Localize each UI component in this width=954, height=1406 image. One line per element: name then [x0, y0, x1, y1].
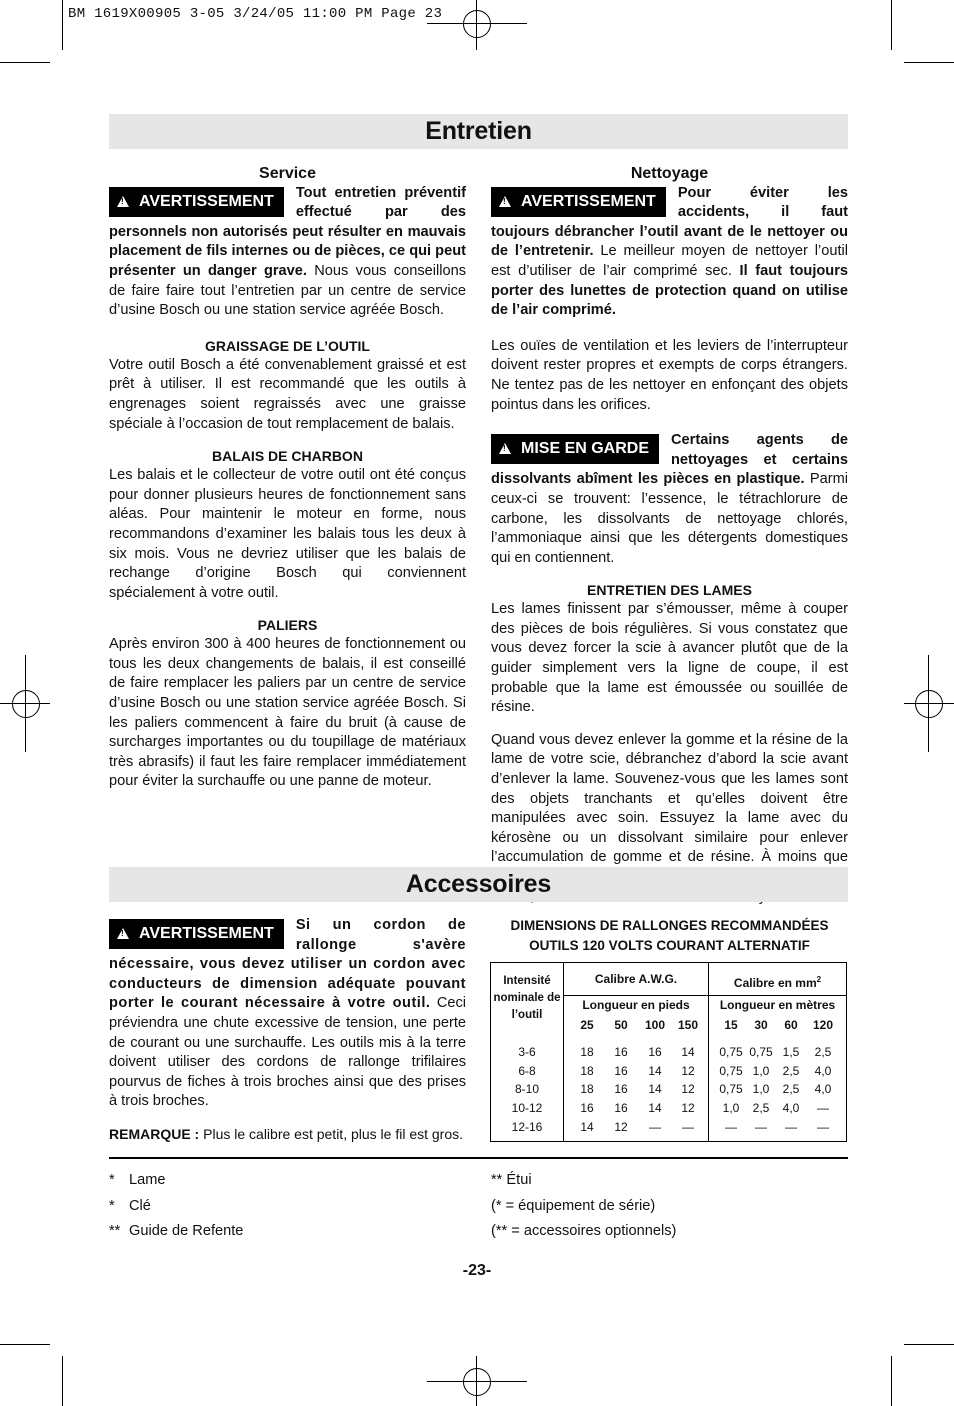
- mm-cell: 4,0: [814, 1082, 832, 1096]
- registration-mark-bottom: [427, 1381, 527, 1382]
- awg-cell: 16: [648, 1045, 662, 1059]
- awg-cell: 16: [580, 1101, 594, 1115]
- table-divider: [563, 962, 564, 1142]
- section-header-entretien: [109, 114, 848, 149]
- graissage-text: Votre outil Bosch a été convenablement graissé et est prêt à utiliser. Il est recommandé que les outils à engrenages soient regraissés avec une graisse spéciale à l’occasion de tout remplacement de balais.: [109, 356, 466, 432]
- meter-length-header: 120: [812, 1018, 834, 1032]
- registration-mark-right: [904, 703, 954, 704]
- mm-cell: 0,75: [749, 1045, 773, 1059]
- nettoyage-caution: !MISE EN GARDE Certains agents de nettoyages et certains dissolvants abîment les pièces en plastique. Parmi ceux-ci se trouvent: l’essence, le tétrachlorure de carbone, les dissolvants de nettoyage chlorés, l’ammoniaque ainsi que les détergents domestiques qui en contiennent.: [491, 431, 848, 568]
- registration-mark-bottom: [463, 1368, 491, 1396]
- crop-mark: [891, 1356, 892, 1406]
- list-item: ** Guide de Refente: [109, 1223, 244, 1239]
- mm-cell: 1,0: [752, 1064, 770, 1078]
- mm-cell: 2,5: [782, 1064, 800, 1078]
- registration-mark-top: [463, 10, 491, 38]
- awg-cell: 18: [580, 1064, 594, 1078]
- amp-cell: 6-8: [518, 1064, 536, 1078]
- awg-cell: 12: [681, 1082, 695, 1096]
- awg-cell: 16: [614, 1064, 628, 1078]
- mm-cell: 0,75: [719, 1064, 743, 1078]
- crop-mark: [0, 62, 50, 63]
- amp-cell: 8-10: [514, 1082, 540, 1096]
- table-title: DIMENSIONS DE RALLONGES RECOMMANDÉES OUTILS 120 VOLTS COURANT ALTERNATIF: [510, 918, 829, 953]
- awg-cell: 16: [614, 1101, 628, 1115]
- awg-cell: 14: [648, 1064, 662, 1078]
- awg-cell: 14: [648, 1082, 662, 1096]
- list-item: ** Étui: [491, 1172, 532, 1188]
- list-item: (* = équipement de série): [491, 1197, 656, 1214]
- crop-mark: [62, 1356, 63, 1406]
- crop-mark: [904, 1344, 954, 1345]
- mm-cell: 4,0: [782, 1101, 800, 1115]
- awg-header: Calibre A.W.G.: [594, 972, 678, 986]
- list-item: * Clé: [109, 1197, 151, 1214]
- nettoyage-column: [491, 164, 848, 907]
- awg-cell: 12: [681, 1064, 695, 1078]
- graissage-heading: GRAISSAGE DE L’OUTIL: [205, 337, 370, 354]
- meters-header: Longueur en mètres: [719, 998, 836, 1012]
- section-title: Entretien: [425, 117, 532, 145]
- balais-text: Les balais et le collecteur de votre outil ont été conçus pour donner plusieurs heures de fonctionnement sans aléas. Pour maintenir le moteur en forme, nous recommandons d’examiner les balais tous les deux à six mois. Vous ne devriez utiliser que les balais de rechange d’origine Bosch qui conviennent spécialement à votre outil.: [109, 467, 466, 601]
- accessoires-warning: !AVERTISSEMENT Si un cordon de rallonge s'avère nécessaire, vous devez utiliser un cordon avec conducteurs de dimension adéquate pouvant porter le courant nécessaire à votre outil. Ceci préviendra une chute excessive de tension, une perte de courant ou une surchauffe. Les outils mis à la terre doivent utiliser des cordons de rallonge trifilaires pourvus de fiches à trois broches ainsi que des prises à trois broches.: [109, 916, 466, 1112]
- section-title: Accessoires: [405, 870, 552, 898]
- mm-cell: —: [817, 1101, 829, 1115]
- mm-cell: 0,75: [719, 1082, 743, 1096]
- service-heading: Service: [259, 165, 316, 182]
- mm-cell: 1,5: [782, 1045, 800, 1059]
- service-column: [109, 164, 466, 792]
- nettoyage-para2: Les ouïes de ventilation et les leviers de l’interrupteur doivent rester propres et exempts de corps étrangers. Ne tentez pas de les nettoyer en enfonçant des objets pointus dans les orifices.: [491, 337, 848, 413]
- caution-label: !MISE EN GARDE: [491, 434, 659, 464]
- awg-cell: 14: [681, 1045, 695, 1059]
- registration-mark-bottom: [476, 1356, 477, 1406]
- warning-triangle-icon: [499, 196, 511, 207]
- lames-text2: Quand vous devez enlever la gomme et la résine de la lame de votre scie, débranchez d’abord la scie avant d’enlever la lame. Souvenez-vous que les lames sont des objets tranchants et qu’elles doivent être manipulées avec soin. Essuyez la lame avec du kérosène ou un dissolvant similaire pour enlever l’accumulation de gomme et de résine. À moins que: [491, 731, 848, 866]
- meter-length-header: 15: [724, 1018, 738, 1032]
- list-item: * Lame: [109, 1172, 166, 1188]
- page-number: -23-: [462, 1262, 492, 1279]
- nettoyage-heading: Nettoyage: [630, 165, 709, 182]
- mm-cell: 2,5: [814, 1045, 832, 1059]
- feet-header: Longueur en pieds: [582, 998, 690, 1012]
- remarque-note: REMARQUE : Plus le calibre est petit, plus le fil est gros.: [109, 1125, 464, 1142]
- awg-cell: 12: [614, 1120, 628, 1134]
- warning-triangle-icon: [117, 928, 129, 939]
- registration-mark-top: [476, 0, 477, 50]
- mm-cell: 2,5: [752, 1101, 770, 1115]
- amp-cell: 3-6: [518, 1045, 536, 1059]
- awg-cell: 18: [580, 1082, 594, 1096]
- mm-cell: —: [785, 1120, 797, 1134]
- paliers-heading: PALIERS: [257, 617, 318, 634]
- amp-cell: 10-12: [511, 1101, 543, 1115]
- balais-heading: BALAIS DE CHARBON: [212, 448, 363, 465]
- awg-cell: 16: [614, 1045, 628, 1059]
- lames-text1: Les lames finissent par s’émousser, même à couper des pièces de bois régulières. Si vous constatez que vous devez forcer la scie à avancer plutôt que de la guider simplement vers la ligne de coupe, il est probable que la lame est émoussée ou souillée de résine.: [491, 601, 848, 716]
- warning-label: !AVERTISSEMENT: [109, 187, 284, 217]
- feet-length-header: 150: [677, 1018, 699, 1032]
- awg-cell: 12: [681, 1101, 695, 1115]
- registration-mark-top: [427, 23, 527, 24]
- feet-length-header: 25: [580, 1018, 594, 1032]
- mm-cell: 0,75: [719, 1045, 743, 1059]
- accessory-list-left: [109, 1168, 469, 1245]
- accessoires-column: [109, 916, 466, 1145]
- warning-triangle-icon: [117, 196, 129, 207]
- mm-header: Calibre en $mm^2$: [733, 975, 822, 990]
- mm-cell: —: [755, 1120, 767, 1134]
- mm-cell: —: [817, 1120, 829, 1134]
- meter-length-header: 30: [754, 1018, 768, 1032]
- crop-mark: [0, 1344, 50, 1345]
- paliers-text: Après environ 300 à 400 heures de fonctionnement ou tous les deux changements de balais, il est conseillé de faire remplacer les paliers par un centre de service d’usine Bosch ou une station service agréée Bosch. Si les paliers commencent à faire du bruit (à cause de surcharges importantes ou du toupillage de matériaux très abrasifs) il faut les faire remplacer immédiatement pour éviter la surchauffe ou une panne de moteur.: [109, 636, 466, 790]
- crop-mark: [891, 0, 892, 50]
- lames-heading: ENTRETIEN DES LAMES: [587, 582, 752, 599]
- awg-cell: 18: [580, 1045, 594, 1059]
- awg-cell: 14: [648, 1101, 662, 1115]
- section-header-accessoires: [109, 867, 848, 902]
- warning-label: !AVERTISSEMENT: [109, 919, 284, 949]
- mm-cell: —: [725, 1120, 737, 1134]
- mm-cell: 2,5: [782, 1082, 800, 1096]
- nettoyage-warning: !AVERTISSEMENT Pour éviter les accidents, il faut toujours débrancher l’outil avant de le nettoyer ou de l’entretenir. Le meilleur moyen de nettoyer l’outil est d’utiliser de l’air comprimé sec. Il faut toujours porter des lunettes de protection quand on utilise de l’air comprimé.: [491, 184, 848, 321]
- feet-length-header: 50: [614, 1018, 628, 1032]
- divider-line: [109, 1157, 848, 1159]
- awg-cell: 14: [580, 1120, 594, 1134]
- mm-cell: 4,0: [814, 1064, 832, 1078]
- registration-mark-right: [928, 655, 929, 752]
- registration-mark-left: [12, 690, 40, 718]
- col-intensity-header: Intensité nominale de l’outil: [493, 975, 561, 1021]
- service-warning: !AVERTISSEMENT Tout entretien préventif effectué par des personnels non autorisés peut résulter en mauvais placement de fils internes ou de pièces, ce qui peut présenter un danger grave. Nous vous conseillons de faire faire tout l’entretien par un centre de service d’usine Bosch ou une station service agréée Bosch.: [109, 184, 466, 321]
- mm-cell: 1,0: [752, 1082, 770, 1096]
- print-slug: BM 1619X00905 3-05 3/24/05 11:00 PM Page 23: [68, 6, 443, 22]
- mm-cell: 1,0: [722, 1101, 740, 1115]
- warning-triangle-icon: [499, 443, 511, 454]
- amp-cell: 12-16: [511, 1120, 543, 1134]
- awg-cell: 16: [614, 1082, 628, 1096]
- feet-length-header: 100: [644, 1018, 666, 1032]
- registration-mark-right: [915, 690, 943, 718]
- registration-mark-left: [25, 655, 26, 752]
- crop-mark: [62, 0, 63, 50]
- accessory-list-right: [491, 1168, 851, 1245]
- warning-label: !AVERTISSEMENT: [491, 187, 666, 217]
- crop-mark: [904, 62, 954, 63]
- list-item: (** = accessoires optionnels): [491, 1223, 677, 1239]
- meter-length-header: 60: [784, 1018, 798, 1032]
- awg-cell: —: [682, 1120, 694, 1134]
- awg-cell: —: [649, 1120, 661, 1134]
